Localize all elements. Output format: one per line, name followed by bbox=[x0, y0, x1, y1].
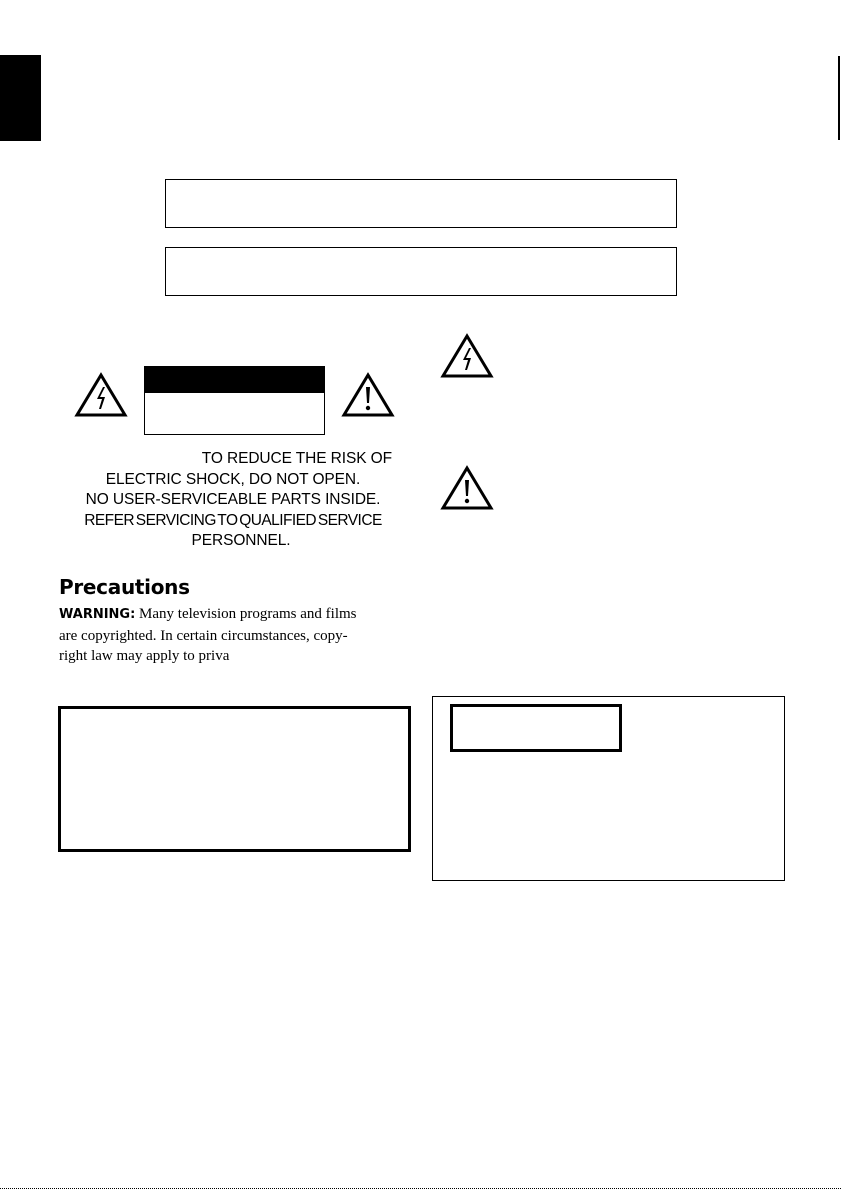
caution-label bbox=[144, 366, 325, 435]
shock-warning-line: NO USER-SERVICEABLE PARTS INSIDE. bbox=[85, 491, 381, 508]
warning-label: WARNING: bbox=[59, 607, 136, 622]
shock-warning-line: PERSONNEL. bbox=[191, 532, 291, 549]
precautions-text: Many television programs and films bbox=[135, 606, 357, 622]
page-bottom-rule bbox=[0, 1188, 841, 1189]
page-edge-rule bbox=[838, 56, 840, 140]
precautions-line bbox=[59, 604, 409, 626]
precautions-body bbox=[59, 604, 409, 667]
shock-warning-line: REFER SERVICING TO QUALIFIED SERVICE bbox=[84, 511, 382, 529]
exclamation-triangle-icon bbox=[440, 465, 494, 511]
notice-box-second bbox=[165, 247, 677, 296]
precautions-heading: Precautions bbox=[59, 575, 190, 599]
shock-warning-line: TO REDUCE THE RISK OF bbox=[201, 450, 392, 467]
caution-label-bar bbox=[145, 367, 324, 393]
notice-box-top bbox=[165, 179, 677, 228]
exclamation-triangle-icon bbox=[341, 372, 395, 418]
notice-box-bottom-left bbox=[58, 706, 411, 852]
shock-warning-line: ELECTRIC SHOCK, DO NOT OPEN. bbox=[105, 470, 361, 488]
precautions-line: right law may apply to priva bbox=[59, 648, 230, 664]
shock-warning-text bbox=[52, 449, 414, 552]
lightning-bolt-triangle-icon bbox=[74, 372, 128, 418]
lightning-bolt-triangle-icon bbox=[440, 333, 494, 379]
section-tab-marker bbox=[0, 55, 41, 141]
notice-box-tag bbox=[450, 704, 622, 752]
precautions-line: are copyrighted. In certain circumstances, copy- bbox=[59, 627, 348, 644]
